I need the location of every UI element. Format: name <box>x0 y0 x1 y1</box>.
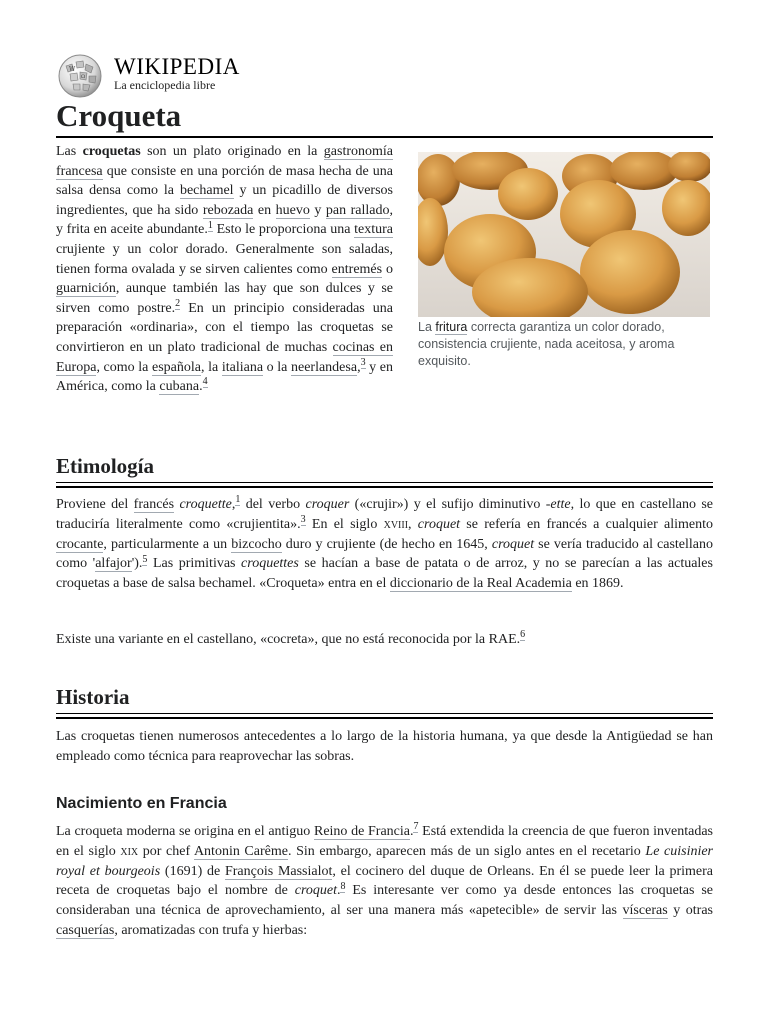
text: Proviene del <box>56 497 134 512</box>
text: . <box>336 883 341 899</box>
nacimiento-paragraph-1 <box>56 822 713 941</box>
ref-6[interactable]: 6 <box>520 629 526 641</box>
text: Está extendida la creencia de que fueron inventadas en el siglo <box>56 824 713 859</box>
italic-term: croquet <box>417 516 461 532</box>
text: , como la <box>96 359 152 375</box>
link-huevo[interactable]: huevo <box>275 202 310 218</box>
text: Existe una variante en el castellano, «cocreta», que no está reconocida por la RAE. <box>56 632 521 647</box>
ref-2[interactable]: 2 <box>175 298 181 310</box>
section-heading-historia: Historia <box>56 683 713 714</box>
caption-text: correcta garantiza un color dorado, consistencia crujiente, nada aceitosa, y aroma exquisito. <box>418 320 675 368</box>
text: son un plato originado en la <box>140 144 324 159</box>
link-textura[interactable]: textura <box>354 222 393 238</box>
italic-title: Le cuisinier royal et bourgeois <box>56 843 714 879</box>
bold-term: croquetas <box>82 144 141 159</box>
text: se hacían a base de patata o de arroz, y no se parecían a las actuales croquetas a base de salsa bechamel. «Croqueta» entra en el <box>56 556 713 592</box>
infobox-figure <box>418 152 710 370</box>
link-cocinas-europa[interactable]: cocinas en Europa <box>56 339 393 375</box>
text: en 1869. <box>571 576 624 592</box>
text: crujiente y un color dorado. Generalmente son saladas, tienen forma ovalada y se sirven calientes como <box>56 241 393 277</box>
link-pan-rallado[interactable]: pan rallado <box>325 202 390 218</box>
text: En un principio consideradas una preparación «ordinaria», con el tiempo las croquetas se convirtieron en un plato tradicional de muchas <box>56 300 394 355</box>
italic-term: croquet <box>294 883 337 899</box>
link-rebozada[interactable]: rebozada <box>202 202 254 218</box>
italic-term: ette <box>550 497 571 512</box>
svg-text:Ω: Ω <box>81 74 86 80</box>
link-francois-massialot[interactable]: François Massialot <box>224 863 333 879</box>
link-alfajor[interactable]: alfajor <box>95 556 132 572</box>
logo-tagline: La enciclopedia libre <box>114 78 216 92</box>
text: , <box>231 497 236 512</box>
link-entremes[interactable]: entremés <box>331 261 383 277</box>
ref-5[interactable]: 5 <box>142 553 148 565</box>
text: , aromatizadas con trufa y hierbas: <box>114 922 308 938</box>
text: . <box>409 824 414 839</box>
text: y otras <box>667 903 713 919</box>
text: Es interesante ver como ya desde entonces las croquetas se consideraban una técnica de aprovechamiento, al ser una manera más «apetecible» de servir las <box>56 883 713 919</box>
century-numeral: xix <box>120 843 139 859</box>
etimologia-paragraph-1 <box>56 495 713 594</box>
text: , lo que en castellano se traduciría literalmente como «crujientita». <box>56 497 714 532</box>
historia-paragraph-1: Las croquetas tienen numerosos antecedentes a lo largo de la historia humana, ya que desde la Antigüedad se han empleado como técnica para reaprovechar las sobras. <box>56 729 713 764</box>
logo-wordmark: WIKIPEDIA <box>114 54 240 79</box>
text: o la <box>263 359 291 375</box>
link-diccionario-rae[interactable]: diccionario de la Real Academia <box>389 576 572 592</box>
link-espanola[interactable]: española <box>152 359 201 375</box>
ref-7[interactable]: 7 <box>413 821 419 833</box>
italic-term: croquettes <box>241 556 299 572</box>
link-gastronomia-francesa[interactable]: gastronomía francesa <box>56 144 393 179</box>
etimologia-paragraph-2 <box>56 630 713 650</box>
text: duro y crujiente (de hecho en 1645, <box>281 536 492 552</box>
text: del verbo <box>240 497 306 512</box>
section-heading-etimologia: Etimología <box>56 452 713 483</box>
text: , la <box>200 359 222 375</box>
link-fritura[interactable]: fritura <box>435 320 468 334</box>
text: , <box>357 359 361 375</box>
text: por chef <box>138 843 194 859</box>
ref-3[interactable]: 3 <box>360 356 366 368</box>
link-reino-de-francia[interactable]: Reino de Francia <box>313 824 410 839</box>
svg-text:W: W <box>69 66 76 73</box>
link-casquerias[interactable]: casquerías <box>56 922 115 938</box>
text: La croqueta moderna se origina en el antiguo <box>56 824 314 839</box>
text: que consiste en una porción de masa hecha de una salsa densa como la <box>56 163 393 199</box>
ref-4[interactable]: 4 <box>202 376 208 388</box>
text: Esto le proporciona una <box>212 222 355 238</box>
lead-paragraph <box>56 142 393 397</box>
text: se vería traducido al castellano como ' <box>56 536 714 572</box>
italic-term: croquet <box>491 536 535 552</box>
ref-3[interactable]: 3 <box>300 514 306 526</box>
ref-1[interactable]: 1 <box>235 494 241 506</box>
italic-term: croquette <box>179 497 232 512</box>
text: Las primitivas <box>147 556 242 572</box>
century-numeral: xviii <box>383 516 409 532</box>
link-guarnicion[interactable]: guarnición <box>56 281 116 297</box>
link-cubana[interactable]: cubana <box>159 379 200 395</box>
text: , y frita en aceite abundante. <box>56 202 394 238</box>
croquetas-photo[interactable] <box>418 152 710 317</box>
link-visceras[interactable]: vísceras <box>622 903 668 919</box>
caption-text: La <box>418 320 436 334</box>
text: y <box>309 202 326 218</box>
text: (1691) de <box>160 863 225 879</box>
italic-term: croquer <box>305 497 350 512</box>
text: y en América, como la <box>56 359 394 395</box>
page-title: Croqueta <box>56 96 713 138</box>
link-frances[interactable]: francés <box>133 497 175 512</box>
text: Las <box>56 144 83 159</box>
link-bechamel[interactable]: bechamel <box>179 183 234 199</box>
link-crocante[interactable]: crocante <box>56 536 104 552</box>
text: , particularmente a un <box>103 536 232 552</box>
wikipedia-logo[interactable] <box>56 54 256 98</box>
text: y un picadillo de diversos ingredientes, que ha sido <box>56 183 393 218</box>
link-antonin-careme[interactable]: Antonin Carême <box>193 843 288 859</box>
text: . Sin embargo, aparecen más de un siglo antes en el recetario <box>287 843 646 859</box>
link-neerlandesa[interactable]: neerlandesa <box>290 359 358 375</box>
text: . <box>199 379 203 395</box>
text: en <box>253 202 276 218</box>
text: En el siglo <box>305 516 384 532</box>
text: , <box>408 516 418 532</box>
text: («crujir») y el sufijo diminutivo - <box>349 497 551 512</box>
ref-1[interactable]: 1 <box>207 219 213 231</box>
subsection-heading-nacimiento: Nacimiento en Francia <box>56 795 227 812</box>
text: , aunque también las hay que son dulces y se sirven como postre. <box>56 281 393 316</box>
figure-caption <box>418 319 710 370</box>
text: se refería en francés a cualquier alimento <box>460 516 713 532</box>
text: o <box>382 261 394 277</box>
link-italiana[interactable]: italiana <box>221 359 264 375</box>
link-bizcocho[interactable]: bizcocho <box>231 536 282 552</box>
ref-8[interactable]: 8 <box>340 880 346 892</box>
text: , el cocinero del duque de Orleans. En él se puede leer la primera receta de croquetas bajo el nombre de <box>56 863 713 899</box>
wikipedia-globe-icon <box>56 54 104 98</box>
text: '). <box>131 556 143 572</box>
